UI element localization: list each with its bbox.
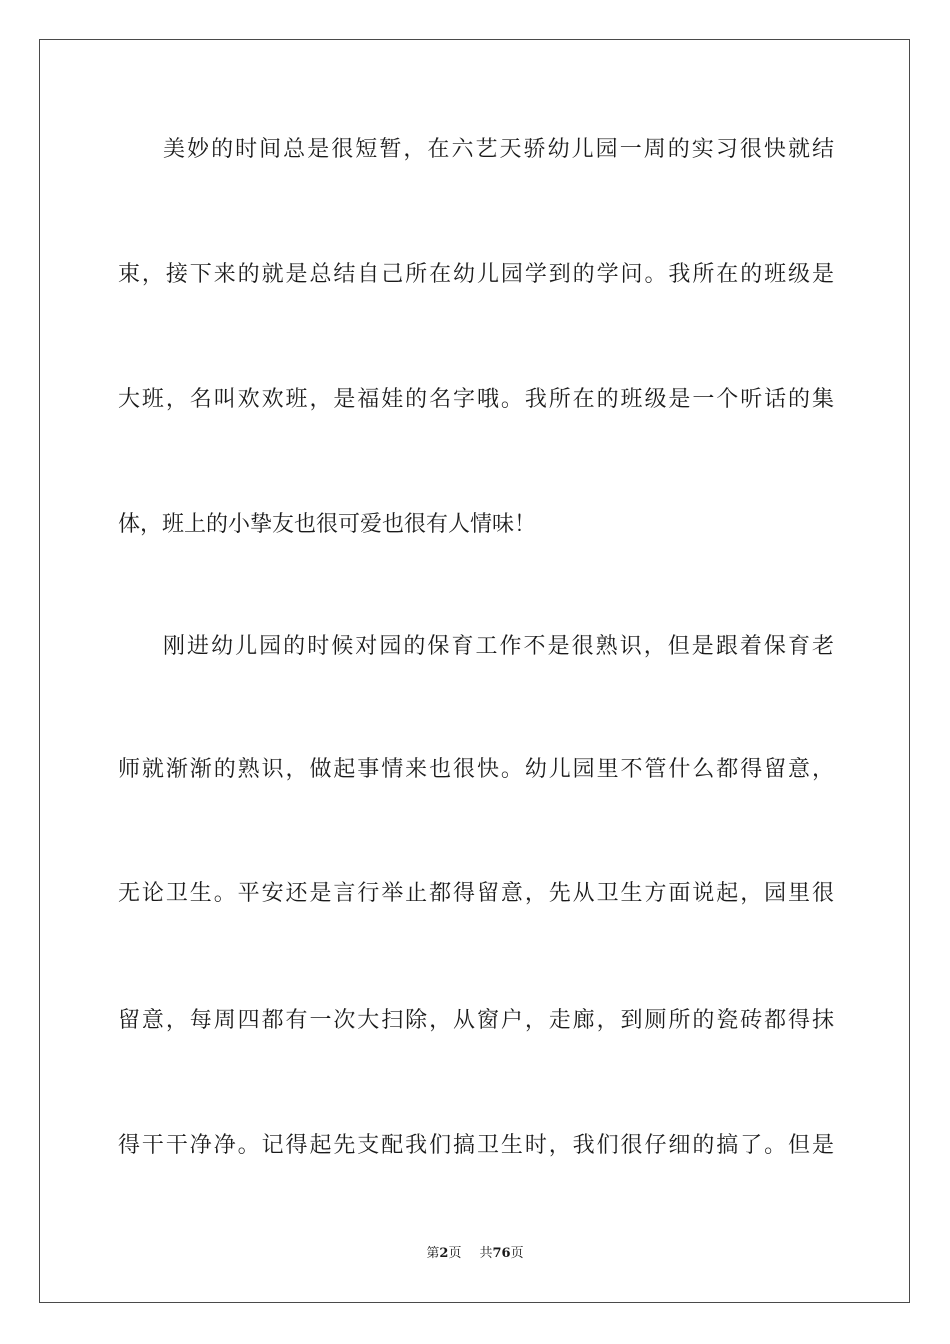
paragraph-2-line-2: 师就渐渐的熟识，做起事情来也很快。幼儿园里不管什么都得留意， xyxy=(118,757,834,782)
paragraph-1-line-2: 束，接下来的就是总结自己所在幼儿园学到的学问。我所在的班级是 xyxy=(118,262,834,287)
page-border xyxy=(39,39,910,1303)
total-suffix: 页 xyxy=(510,1246,524,1261)
paragraph-2-line-5: 得干干净净。记得起先支配我们搞卫生时，我们很仔细的搞了。但是 xyxy=(118,1133,834,1158)
paragraph-1-line-3: 大班，名叫欢欢班，是福娃的名字哦。我所在的班级是一个听话的集 xyxy=(118,387,834,412)
page-footer xyxy=(0,1245,950,1263)
paragraph-1-line-1: 美妙的时间总是很短暂，在六艺天骄幼儿园一周的实习很快就结 xyxy=(163,137,834,162)
page-suffix: 页 xyxy=(448,1246,462,1261)
page-prefix: 第 xyxy=(426,1246,440,1261)
paragraph-2-line-4: 留意，每周四都有一次大扫除，从窗户，走廊，到厕所的瓷砖都得抹 xyxy=(118,1008,834,1033)
total-pages: 76 xyxy=(492,1246,511,1261)
paragraph-1-line-4: 体，班上的小挚友也很可爱也很有人情味！ xyxy=(118,512,537,537)
total-prefix: 共 xyxy=(479,1246,493,1261)
paragraph-2-line-3: 无论卫生。平安还是言行举止都得留意，先从卫生方面说起，园里很 xyxy=(118,881,834,906)
page-number: 2 xyxy=(439,1246,449,1261)
paragraph-2-line-1: 刚进幼儿园的时候对园的保育工作不是很熟识，但是跟着保育老 xyxy=(163,634,834,659)
